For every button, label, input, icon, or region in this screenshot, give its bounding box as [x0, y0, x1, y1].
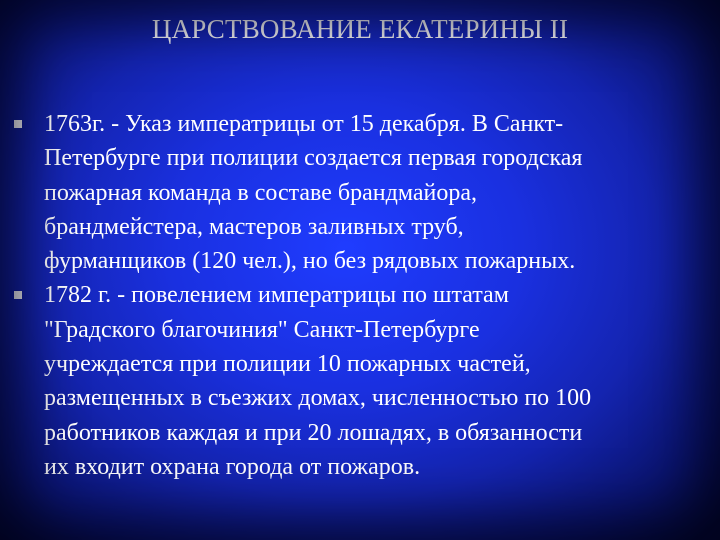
bullet-text-line: "Градского благочиния" Санкт-Петербурге — [44, 316, 480, 343]
bullet-text-line: 1763г. - Указ императрицы от 15 декабря. В Санкт- — [44, 111, 564, 137]
slide-title: ЦАРСТВОВАНИЕ ЕКАТЕРИНЫ II — [151, 14, 569, 44]
bullet-list — [44, 107, 694, 484]
bullet-item — [44, 107, 694, 278]
bullet-text-line: размещенных в съезжих домах, численностью по 100 — [44, 385, 592, 412]
square-bullet-icon — [14, 120, 22, 128]
bullet-text-line: их входит охрана города от пожаров. — [44, 453, 421, 480]
bullet-text-line: брандмейстера, мастеров заливных труб, — [44, 213, 464, 240]
bullet-text-line: 1782 г. - повелением императрицы по штатам — [44, 282, 509, 309]
square-bullet-icon — [14, 291, 22, 299]
bullet-item — [44, 278, 694, 484]
bullet-text-line: фурманщиков (120 чел.), но без рядовых пожарных. — [44, 248, 576, 275]
bullet-text-line: учреждается при полиции 10 пожарных частей, — [44, 351, 531, 378]
bullet-text-line: работников каждая и при 20 лошадях, в обязанности — [44, 419, 583, 446]
bullet-text-line: Петербурге при полиции создается первая городская — [44, 145, 583, 172]
bullet-text-line: пожарная команда в составе брандмайора, — [44, 179, 477, 206]
